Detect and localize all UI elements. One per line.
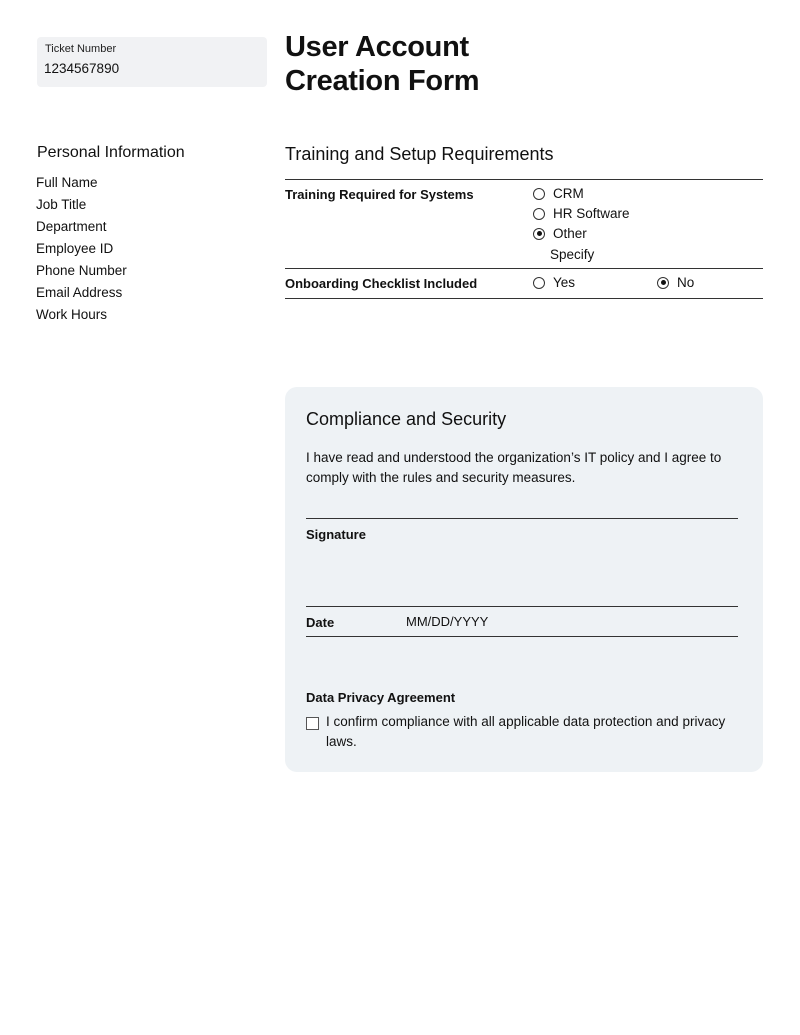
radio-hr-software[interactable] xyxy=(533,206,630,221)
data-privacy-heading: Data Privacy Agreement xyxy=(306,690,456,705)
page-title-line-2: Creation Form xyxy=(285,65,480,97)
radio-other-circle[interactable] xyxy=(533,228,545,240)
field-full-name[interactable]: Full Name xyxy=(36,175,98,190)
radio-no-label: No xyxy=(677,275,695,290)
page-title xyxy=(285,30,479,98)
signature-label: Signature xyxy=(306,527,366,542)
compliance-section xyxy=(285,387,763,772)
date-label: Date xyxy=(306,615,335,630)
field-email-address[interactable]: Email Address xyxy=(36,285,123,300)
personal-information-heading: Personal Information xyxy=(37,144,185,161)
radio-no-circle[interactable] xyxy=(657,277,669,289)
page-title-line-1: User Account xyxy=(285,31,469,63)
radio-crm-circle[interactable] xyxy=(533,188,545,200)
radio-hr-software-circle[interactable] xyxy=(533,208,545,220)
divider xyxy=(306,636,738,637)
radio-yes-circle[interactable] xyxy=(533,277,545,289)
divider xyxy=(285,179,763,180)
radio-yes[interactable] xyxy=(533,275,575,290)
training-heading: Training and Setup Requirements xyxy=(285,144,554,164)
ticket-number-value: 1234567890 xyxy=(44,61,120,76)
ticket-number-label: Ticket Number xyxy=(45,43,117,55)
field-job-title[interactable]: Job Title xyxy=(36,197,87,212)
radio-hr-software-label: HR Software xyxy=(553,206,630,221)
radio-crm-label: CRM xyxy=(553,186,584,201)
personal-information-list xyxy=(36,172,127,326)
divider xyxy=(285,298,763,299)
radio-other[interactable] xyxy=(533,226,587,241)
privacy-checkbox[interactable] xyxy=(306,717,319,730)
signature-line[interactable] xyxy=(306,518,738,519)
field-department[interactable]: Department xyxy=(36,219,107,234)
field-work-hours[interactable]: Work Hours xyxy=(36,307,108,322)
training-systems-label: Training Required for Systems xyxy=(285,187,474,202)
radio-crm[interactable] xyxy=(533,186,584,201)
radio-no[interactable] xyxy=(657,275,694,290)
onboarding-checklist-label: Onboarding Checklist Included xyxy=(285,276,478,291)
radio-yes-label: Yes xyxy=(553,275,576,290)
date-input[interactable]: MM/DD/YYYY xyxy=(406,614,489,629)
compliance-heading: Compliance and Security xyxy=(306,409,507,429)
field-employee-id[interactable]: Employee ID xyxy=(36,241,114,256)
field-phone-number[interactable]: Phone Number xyxy=(36,263,127,278)
divider xyxy=(306,606,738,607)
radio-other-label: Other xyxy=(553,226,587,241)
privacy-checkbox-label: I confirm compliance with all applicable data protection and privacy laws. xyxy=(326,714,726,749)
ticket-number-field[interactable] xyxy=(37,37,267,87)
specify-field[interactable]: Specify xyxy=(550,247,595,262)
compliance-statement: I have read and understood the organization’s IT policy and I agree to comply with the rules and security measures. xyxy=(306,450,722,485)
divider xyxy=(285,268,763,269)
